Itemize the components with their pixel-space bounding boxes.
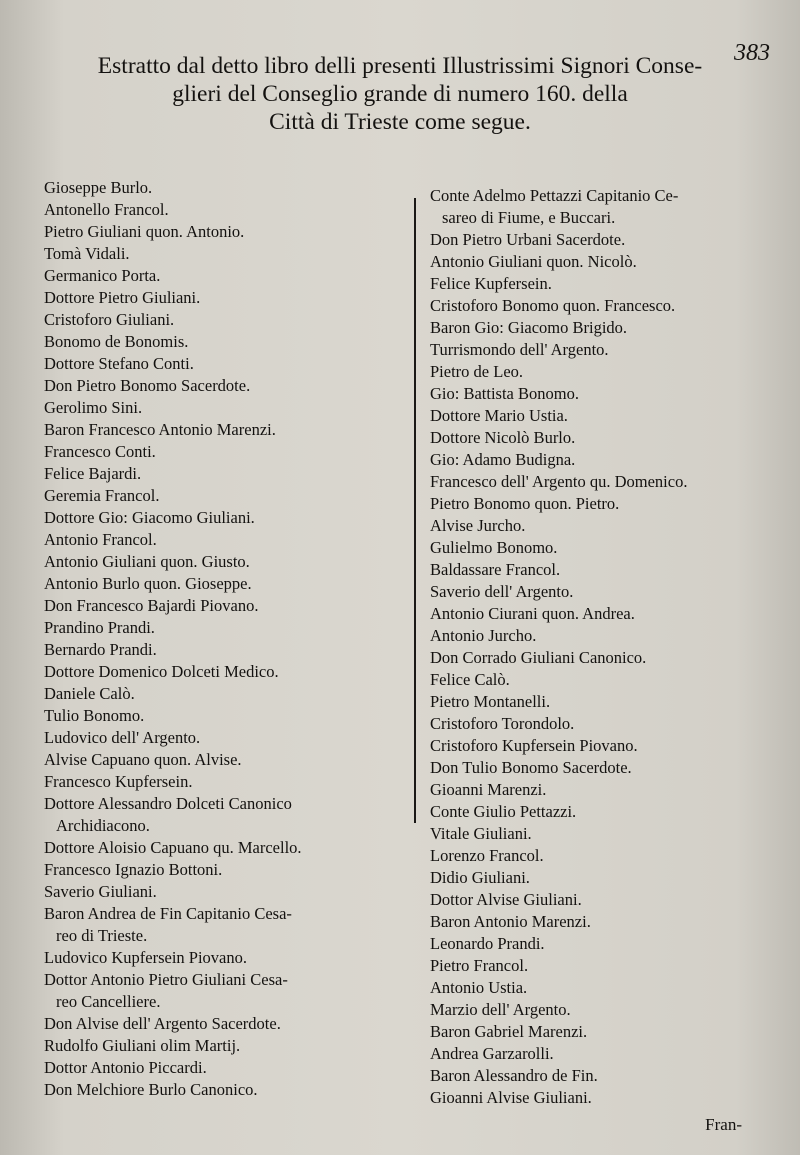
name-entry: Pietro Giuliani quon. Antonio. xyxy=(44,222,245,241)
name-entry: Cristoforo Giuliani. xyxy=(44,310,175,329)
name-entry: Pietro Bonomo quon. Pietro. xyxy=(430,494,620,513)
name-entry: Felice Calò. xyxy=(430,670,510,689)
left-name-column xyxy=(44,177,414,1101)
heading-line: Estratto dal detto libro delli presenti Illustrissimi Signori Conse- xyxy=(97,53,703,79)
name-entry: Bonomo de Bonomis. xyxy=(44,332,189,351)
page-heading xyxy=(40,52,760,136)
name-entry: Dottore Aloisio Capuano qu. Marcello. xyxy=(44,838,302,857)
name-entry: Don Pietro Bonomo Sacerdote. xyxy=(44,376,251,395)
name-entry: Francesco Kupfersein. xyxy=(44,772,193,791)
name-entry: Alvise Capuano quon. Alvise. xyxy=(44,750,242,769)
name-entry: Baron Gio: Giacomo Brigido. xyxy=(430,318,628,337)
name-entry: Cristoforo Bonomo quon. Francesco. xyxy=(430,296,676,315)
name-entry: Dottore Mario Ustia. xyxy=(430,406,568,425)
column-divider xyxy=(414,198,416,823)
page-number: 383 xyxy=(734,40,770,66)
name-entry: Saverio dell' Argento. xyxy=(430,582,574,601)
name-entry: Tomà Vidali. xyxy=(44,244,130,263)
name-entry: Didio Giuliani. xyxy=(430,868,530,887)
heading-line: glieri del Conseglio grande di numero 160. della xyxy=(172,81,628,107)
name-entry: Antonello Francol. xyxy=(44,200,169,219)
catchword: Fran- xyxy=(705,1115,742,1134)
name-entry: Felice Kupfersein. xyxy=(430,274,552,293)
name-entry: reo di Trieste. xyxy=(56,926,148,945)
name-entry: Vitale Giuliani. xyxy=(430,824,532,843)
name-entry: Baron Alessandro de Fin. xyxy=(430,1066,598,1085)
name-entry: reo Cancelliere. xyxy=(56,992,161,1011)
name-entry: Gioanni Alvise Giuliani. xyxy=(430,1088,592,1107)
name-entry: Antonio Giuliani quon. Nicolò. xyxy=(430,252,637,271)
name-entry: Geremia Francol. xyxy=(44,486,160,505)
name-entry: Saverio Giuliani. xyxy=(44,882,157,901)
name-entry: Ludovico dell' Argento. xyxy=(44,728,201,747)
name-entry: Dottor Antonio Piccardi. xyxy=(44,1058,207,1077)
name-entry: Dottore Gio: Giacomo Giuliani. xyxy=(44,508,255,527)
name-entry: Francesco dell' Argento qu. Domenico. xyxy=(430,472,688,491)
name-entry: Cristoforo Kupfersein Piovano. xyxy=(430,736,638,755)
name-entry: Archidiacono. xyxy=(56,816,150,835)
name-entry: Gio: Battista Bonomo. xyxy=(430,384,579,403)
name-entry: Don Melchiore Burlo Canonico. xyxy=(44,1080,258,1099)
name-entry: Gulielmo Bonomo. xyxy=(430,538,558,557)
name-entry: Conte Adelmo Pettazzi Capitanio Ce- xyxy=(430,186,679,205)
name-entry: Daniele Calò. xyxy=(44,684,135,703)
name-entry: Don Corrado Giuliani Canonico. xyxy=(430,648,647,667)
name-entry: Baron Gabriel Marenzi. xyxy=(430,1022,588,1041)
name-entry: Giosеppe Burlo. xyxy=(44,178,153,197)
name-entry: Gerolimo Sini. xyxy=(44,398,143,417)
name-entry: Don Francesco Bajardi Piovano. xyxy=(44,596,259,615)
name-entry: Marzio dell' Argento. xyxy=(430,1000,571,1019)
name-entry: Dottor Antonio Pietro Giuliani Cesa- xyxy=(44,970,288,989)
name-entry: Lorenzo Francol. xyxy=(430,846,544,865)
name-entry: Rudolfo Giuliani olim Martij. xyxy=(44,1036,241,1055)
name-entry: Alvise Jurcho. xyxy=(430,516,526,535)
name-entry: Antonio Ciurani quon. Andrea. xyxy=(430,604,635,623)
name-entry: Dottore Stefano Conti. xyxy=(44,354,194,373)
name-entry: Antonio Ustia. xyxy=(430,978,528,997)
name-entry: Pietro de Leo. xyxy=(430,362,524,381)
name-entry: Baron Andrea de Fin Capitanio Cesa- xyxy=(44,904,292,923)
name-entry: Conte Giulio Pettazzi. xyxy=(430,802,577,821)
name-entry: Don Alvise dell' Argento Sacerdote. xyxy=(44,1014,281,1033)
name-entry: Baron Antonio Marenzi. xyxy=(430,912,591,931)
name-entry: Dottore Alessandro Dolceti Canonico xyxy=(44,794,292,813)
heading-line: Città di Trieste come segue. xyxy=(269,109,531,135)
name-entry: Dottor Alvise Giuliani. xyxy=(430,890,582,909)
name-entry: Dottore Domenico Dolceti Medico. xyxy=(44,662,279,681)
name-entry: Dottore Nicolò Burlo. xyxy=(430,428,576,447)
name-entry: Felice Bajardi. xyxy=(44,464,142,483)
name-entry: Gio: Adamo Budigna. xyxy=(430,450,576,469)
name-entry: Cristoforo Torondolo. xyxy=(430,714,575,733)
name-entry: Don Tulio Bonomo Sacerdote. xyxy=(430,758,632,777)
name-entry: Tulio Bonomo. xyxy=(44,706,145,725)
name-entry: Andrea Garzarolli. xyxy=(430,1044,554,1063)
name-entry: Antonio Jurcho. xyxy=(430,626,537,645)
name-entry: Bernardo Prandi. xyxy=(44,640,157,659)
name-entry: Leonardo Prandi. xyxy=(430,934,545,953)
name-entry: Antonio Burlo quon. Giosеppe. xyxy=(44,574,252,593)
name-entry: Prandino Prandi. xyxy=(44,618,155,637)
name-entry: Francesco Conti. xyxy=(44,442,156,461)
name-entry: Pietro Montanelli. xyxy=(430,692,551,711)
name-entry: Gioanni Marenzi. xyxy=(430,780,547,799)
name-entry: Pietro Francol. xyxy=(430,956,529,975)
name-entry: Baron Francesco Antonio Marenzi. xyxy=(44,420,276,439)
name-entry: Francesco Ignazio Bottoni. xyxy=(44,860,223,879)
right-name-column xyxy=(430,185,775,1109)
name-entry: Don Pietro Urbani Sacerdote. xyxy=(430,230,626,249)
name-entry: Baldassare Francol. xyxy=(430,560,561,579)
name-entry: Ludovico Kupfersein Piovano. xyxy=(44,948,248,967)
name-entry: Antonio Francol. xyxy=(44,530,157,549)
name-entry: Antonio Giuliani quon. Giusto. xyxy=(44,552,250,571)
name-entry: sareo di Fiume, e Buccari. xyxy=(442,208,616,227)
name-entry: Germanico Porta. xyxy=(44,266,161,285)
name-entry: Turrismondo dell' Argento. xyxy=(430,340,609,359)
name-entry: Dottore Pietro Giuliani. xyxy=(44,288,201,307)
